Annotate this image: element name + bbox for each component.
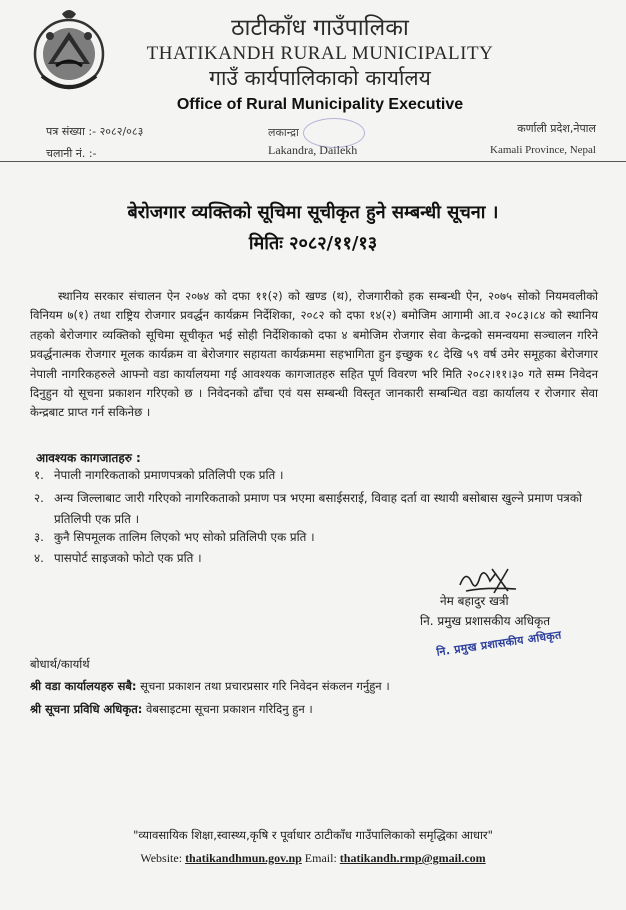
place-en: Lakandra, Dailekh [268,143,358,157]
notice-title: बेरोजगार व्यक्तिको सूचिमा सूचीकृत हुने सम्बन्धी सूचना । [127,202,499,223]
requirement-item [34,465,594,486]
cc-instruction: वेबसाइटमा सूचना प्रकाशन गरिदिनु हुन । [146,702,313,716]
dispatch-number: चलानी नं. :- [46,147,97,160]
requirement-item [34,488,594,530]
cc-line [30,702,313,717]
municipality-name-en: THATIKANDH RURAL MUNICIPALITY [146,43,494,64]
reference-number: पत्र संख्या :- २०८२/०८३ [46,125,144,138]
email-link[interactable]: thatikandh.rmp@gmail.com [339,851,486,865]
requirement-text: नेपाली नागरिकताको प्रमाणपत्रको प्रतिलिपी एक प्रति । [54,468,284,482]
cc-recipient: श्री सूचना प्रविधि अधिकृत: [30,702,143,716]
signatory-name: नेम बहादुर खत्री [440,594,509,608]
requirement-number: २. [34,491,44,505]
office-name-np: गाउँ कार्यपालिकाको कार्यालय [209,66,431,90]
website-label: Website: [140,851,183,865]
province-np: कर्णाली प्रदेश,नेपाल [517,122,596,135]
cc-instruction: सूचना प्रकाशन तथा प्रचारप्रसार गरि निवेदन संकलन गर्नुहुन । [140,679,390,693]
signatory-title: नि. प्रमुख प्रशासकीय अधिकृत [420,614,551,628]
footer-contact [0,851,626,866]
header-divider [0,161,626,162]
cc-line [30,679,390,694]
office-name-en: Office of Rural Municipality Executive [176,96,464,113]
cc-heading: बोधार्थ/कार्यार्थ [30,657,90,671]
footer-slogan: "व्यावसायिक शिक्षा,स्वास्थ्य,कृषि र पूर्वाधार ठाटीकाँध गाउँपालिकाको समृद्धिका आधार" [133,828,493,842]
place-np: लकान्द्रा [268,126,299,139]
requirement-number: ४. [34,551,44,565]
requirement-text: अन्य जिल्लाबाट जारी गरिएको नागरिकताको प्रमाण पत्र भएमा बसाईसराई, विवाह दर्ता वा स्थायी बसोबास खुल्ने प्रमाण पत्रको प्रतिलिपी एक प्रति । [54,491,582,526]
notice-date: मितिः २०८२/११/१३ [248,233,378,254]
requirement-text: कुनै सिपमूलक तालिम लिएको भए सोको प्रतिलिपी एक प्रति । [54,530,315,544]
requirement-number: ३. [34,530,44,544]
nepal-emblem-icon [30,6,108,94]
requirements-heading: आवश्यक कागजातहरु : [36,451,141,465]
email-label: Email: [304,851,337,865]
municipality-name-np: ठाटीकाँध गाउँपालिका [231,15,409,41]
notice-body-paragraph: स्थानिय सरकार संचालन ऐन २०७४ को दफा ११(२) को खण्ड (थ), रोजगारीको हक सम्बन्धी ऐन, २०७५ सोको नियमवलीको विनियम ७(१) तथा राष्ट्रिय रोजगार प्रवर्द्धन कार्यक्रम निर्देशिका, २०८२ को दफा १४(२) बमोजिम आगामी आ.व २०८३।८४ को स्थानिय तहको बेरोजगार व्यक्तिको सूचिमा सूचीकृत भई सोही निर्देशिकाको दफा ४ बमोजिम रोजगार सेवा केन्द्रको समन्वयमा सञ्चालन गरिने प्रवर्द्धनात्मक रोजगार मूलक कार्यक्रम वा बेरोजगार सहायता कार्यक्रममा सहभागिता हुन इच्छुक १८ देखि ५९ वर्ष उमेर समूहका बेरोजगार नेपाली नागरिकहरुले आफ्नो वडा कार्यालयमा गई आवश्यक कागजातहरु सहित पूर्ण विवरण भरि मिति २०८२।११।३० गते सम्म निवेदन दिनुहुन यो सूचना प्रकाशन गरिएको छ । निवेदनको ढाँचा एवं यस सम्बन्धी विस्तृत जानकारी सम्बन्धित वडा कार्यालय र रोजगार सेवा केन्द्रबाट प्राप्त गर्न सकिनेछ । [30,289,598,420]
cc-recipient: श्री वडा कार्यालयहरु सबै: [30,679,137,693]
website-link[interactable]: thatikandhmun.gov.np [185,851,302,865]
province-en: Kamali Province, Nepal [490,144,596,156]
requirement-item [34,527,594,548]
requirement-number: १. [34,468,44,482]
signatory-stamp: नि. प्रमुख प्रशासकीय अधिकृत [435,628,563,659]
requirement-text: पासपोर्ट साइजको फोटो एक प्रति । [54,551,202,565]
